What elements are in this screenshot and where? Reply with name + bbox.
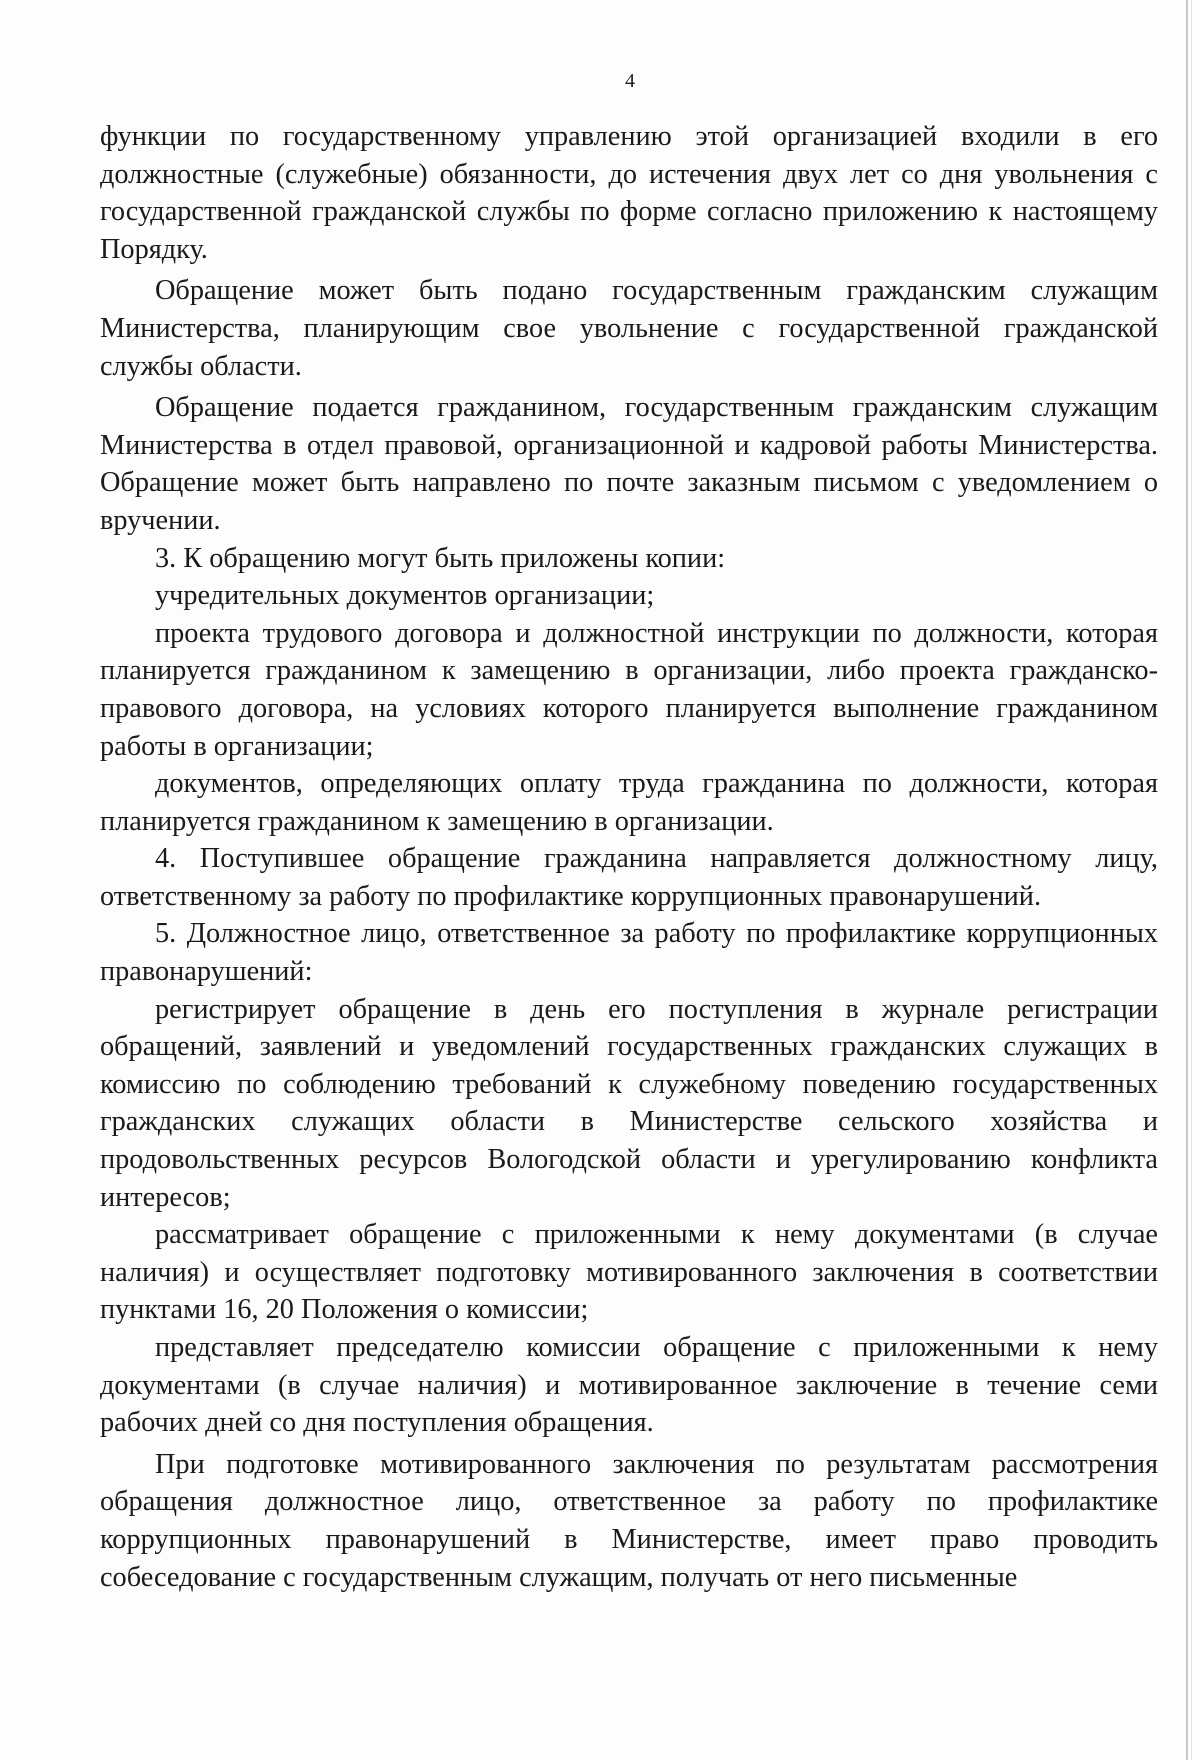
scan-edge-line — [1186, 0, 1188, 1760]
paragraph: Обращение может быть подано государственным гражданским служащим Министерства, планирующим свое увольнение с государственной гражданской службы области. — [100, 275, 1158, 382]
paragraph: Обращение подается гражданином, государственным гражданским служащим Министерства в отдел правовой, организационной и кадровой работы Министерства. Обращение может быть направлено по почте заказным письмом с уведомлением о вручении. — [100, 392, 1158, 536]
paragraph: При подготовке мотивированного заключения по результатам рассмотрения обращения должностное лицо, ответственное за работу по профилактике коррупционных правонарушений в Министерстве, имеет право проводить собеседование с государственным служащим, получать от него письменные — [100, 1448, 1158, 1593]
paragraph: проекта трудового договора и должностной инструкции по должности, которая планируется гражданином к замещению в организации, либо проекта гражданско-правового договора, на условиях которого планируется выполнение гражданином работы в организации; — [100, 617, 1158, 762]
paragraph: учредительных документов организации; — [155, 580, 655, 612]
page-number: 4 — [625, 70, 635, 92]
paragraph: представляет председателю комиссии обращение с приложенными к нему документами (в случае наличия) и мотивированное заключение в течение семи рабочих дней со дня поступления обращения. — [100, 1332, 1158, 1439]
paragraph-item-3: 3. К обращению могут быть приложены копии: — [155, 542, 726, 574]
paragraph-continuation: функции по государственному управлению этой организацией входили в его должностные (служебные) обязанности, до истечения двух лет со дня увольнения с государственной гражданской службы по форме согласно приложению к настоящему Порядку. — [100, 121, 1158, 265]
scan-edge-line-secondary — [1191, 0, 1192, 1760]
document-body — [100, 118, 1158, 1596]
paragraph-item-4: 4. Поступившее обращение гражданина направляется должностному лицу, ответственному за работу по профилактике коррупционных правонарушений. — [100, 843, 1158, 912]
paragraph: документов, определяющих оплату труда гражданина по должности, которая планируется гражданином к замещению в организации. — [100, 768, 1158, 837]
paragraph-item-5: 5. Должностное лицо, ответственное за работу по профилактике коррупционных правонарушений: — [100, 918, 1158, 988]
paragraph: регистрирует обращение в день его поступления в журнале регистрации обращений, заявлений и уведомлений государственных гражданских служащих в комиссию по соблюдению требований к служебному поведению государственных гражданских служащих области в Министерстве сельского хозяйства и продовольственных ресурсов Вологодской области и урегулированию конфликта интересов; — [100, 993, 1158, 1213]
paragraph: рассматривает обращение с приложенными к нему документами (в случае наличия) и осуществляет подготовку мотивированного заключения в соответствии пунктами 16, 20 Положения о комиссии; — [100, 1219, 1158, 1326]
